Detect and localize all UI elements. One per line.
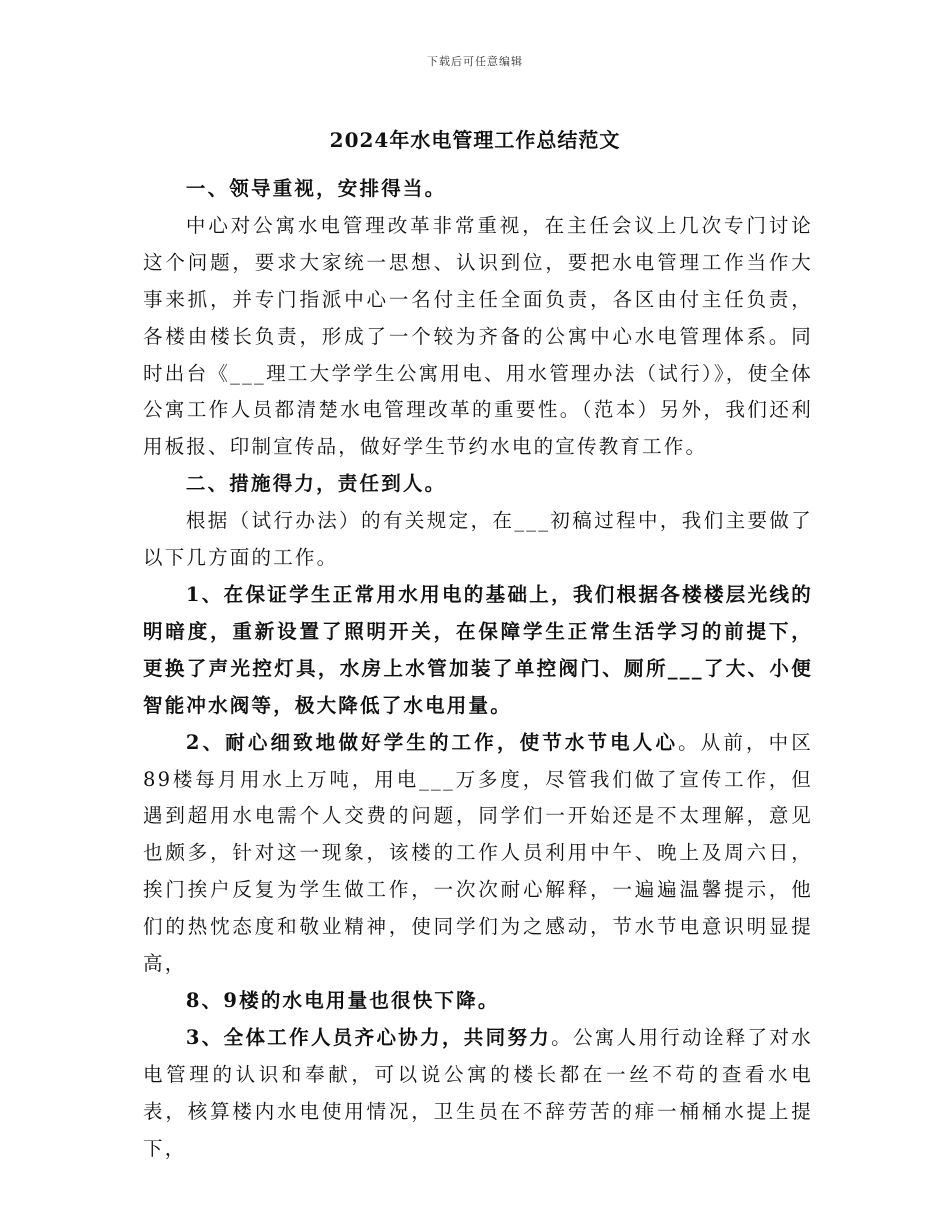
list-item-3-text: 。公寓人用行动诠释了对水电管理的认识和奉献，可以说公寓的楼长都在一丝不苟的查看水电表，核算楼内水电使用情况，卫生员在不辞劳苦的痱一桶桶水提上提下， [143, 1025, 814, 1160]
section-heading-2: 二、措施得力，责任到人。 [185, 472, 447, 496]
document-title: 2024年水电管理工作总结范文 [329, 128, 621, 152]
list-item-2-text: 。从前，中区89楼每月用水上万吨，用电___万多度，尽管我们做了宣传工作，但遇到超用水电需个人交费的问题，同学们一开始还是不太理解，意见也颇多，针对这一现象，该楼的工作人员利用中午、晚上及周六日，挨门挨户反复为学生做工作，一次次耐心解释，一遍遍温馨提示，他们的热忱态度和敬业精神，使同学们为之感动，节水节电意识明显提高， [143, 730, 814, 976]
section-heading-1: 一、领导重视，安排得当。 [185, 177, 447, 200]
list-item-2-lead: 2、耐心细致地做好学生的工作，使节水节电人心 [185, 730, 679, 754]
document-body [143, 171, 813, 1167]
list-item-1: 1、在保证学生正常用水用电的基础上，我们根据各楼楼层光线的明暗度，重新设置了照明开关，在保障学生正常生活学习的前提下，更换了声光控灯具，水房上水管加装了单控阀门、厕所___了大、小便智能冲水阀等，极大降低了水电用量。 [143, 582, 813, 717]
paragraph-2: 根据（试行办法）的有关规定，在___初稿过程中，我们主要做了以下几方面的工作。 [143, 509, 813, 570]
paragraph-1: 中心对公寓水电管理改革非常重视，在主任会议上几次专门讨论这个问题，要求大家统一思想、认识到位，要把水电管理工作当作大事来抓，并专门指派中心一名付主任全面负责，各区由付主任负责，各楼由楼长负责，形成了一个较为齐备的公寓中心水电管理体系。同时出台《___理工大学学生公寓用电、用水管理办法（试行）》，使全体公寓工作人员都清楚水电管理改革的重要性。（范本）另外，我们还利用板报、印制宣传品，做好学生节约水电的宣传教育工作。 [143, 213, 813, 459]
list-item-3-lead: 3、全体工作人员齐心协力，共同努力 [185, 1025, 552, 1049]
list-item-2 [143, 725, 813, 983]
list-item-2-tail: 8、9楼的水电用量也很快下降。 [185, 988, 500, 1012]
page-header-note: 下载后可任意编辑 [427, 55, 523, 68]
list-item-3 [143, 1020, 813, 1168]
